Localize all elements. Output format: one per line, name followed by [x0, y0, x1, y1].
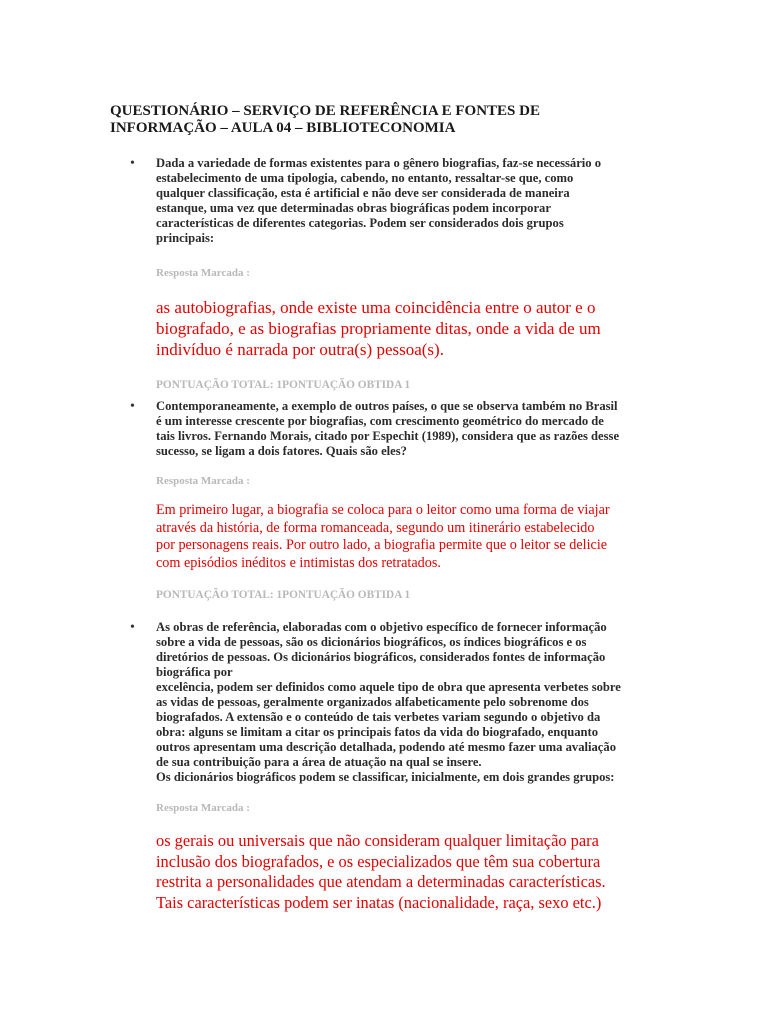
question-item-2 — [110, 399, 670, 601]
answer-label: Resposta Marcada : — [156, 267, 250, 279]
answer-text: Em primeiro lugar, a biografia se coloca para o leitor como uma forma de viajar através da história, de forma romanceada, segundo um itinerário estabelecido por personagens reais. Por outro lado, a biografia permite que o leitor se delicie com episódios inéditos e intimistas dos retratados. — [156, 502, 610, 571]
answer-text: os gerais ou universais que não consideram qualquer limitação para inclusão dos biografados, e os especializados que têm sua cobertura restrita a personalidades que atendam a determinadas características. Tais características podem ser inatas (nacionalidade, raça, sexo etc.) — [156, 831, 606, 912]
answer-label: Resposta Marcada : — [156, 475, 250, 487]
question-item-1 — [110, 156, 670, 391]
score-line: PONTUAÇÃO TOTAL: 1PONTUAÇÃO OBTIDA 1 — [156, 589, 411, 601]
question-text: As obras de referência, elaboradas com o objetivo específico de fornecer informação sobre a vida de pessoas, são os dicionários biográficos, os índices biográficos e os diretórios de pessoas. Os dicionários biográficos, considerados fontes de informação biográfica por excelência, podem ser definidos como aquele tipo de obra que apresenta verbetes sobre as vidas de pessoas, geralmente organizados alfabeticamente pelo sobrenome dos biografados. A extensão e o conteúdo de tais verbetes variam segundo o objetivo da obra: alguns se limitam a citar os principais fatos da vida do biografado, enquanto outros apresentam uma descrição detalhada, podendo até mesmo fazer uma avaliação de sua contribuição para a área de atuação na qual se insere. Os dicionários biográficos podem se classificar, inicialmente, em dois grandes grupos: — [156, 620, 621, 784]
bullet-icon: • — [130, 399, 135, 414]
score-line: PONTUAÇÃO TOTAL: 1PONTUAÇÃO OBTIDA 1 — [156, 379, 411, 391]
bullet-icon: • — [130, 156, 135, 171]
question-text: Dada a variedade de formas existentes para o gênero biografias, faz-se necessário o estabelecimento de uma tipologia, cabendo, no entanto, ressaltar-se que, como qualquer classificação, esta é artificial e não deve ser considerada de maneira estanque, uma vez que determinadas obras biográficas podem incorporar características de diferentes categorias. Podem ser considerados dois grupos principais: — [156, 156, 602, 245]
answer-text: as autobiografias, onde existe uma coincidência entre o autor e o biografado, e as biografias propriamente ditas, onde a vida de um indivíduo é narrada por outra(s) pessoa(s). — [156, 298, 601, 359]
page-title: QUESTIONÁRIO – SERVIÇO DE REFERÊNCIA E FONTES DE INFORMAÇÃO – AULA 04 – BIBLIOTECONOMIA — [110, 103, 540, 136]
question-item-3 — [110, 620, 670, 913]
bullet-icon: • — [130, 620, 135, 635]
question-text: Contemporaneamente, a exemplo de outros países, o que se observa também no Brasil é um interesse crescente por biografias, com crescimento geométrico do mercado de tais livros. Fernando Morais, citado por Espechit (1989), considera que as razões desse sucesso, se ligam a dois fatores. Quais são eles? — [156, 399, 620, 458]
answer-label: Resposta Marcada : — [156, 802, 250, 814]
